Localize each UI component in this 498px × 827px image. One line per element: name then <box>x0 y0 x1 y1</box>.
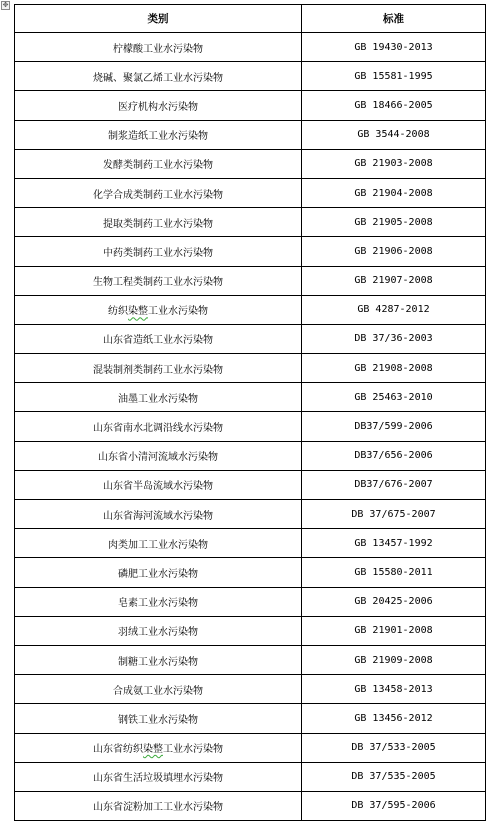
table-row <box>15 441 486 470</box>
standard-cell[interactable]: DB 37/533-2005 <box>302 733 486 762</box>
category-cell[interactable]: 山东省海河流域水污染物 <box>15 500 302 529</box>
spellcheck-underline: 染整 <box>128 306 148 318</box>
table-row <box>15 558 486 587</box>
category-cell[interactable]: 肉类加工工业水污染物 <box>15 529 302 558</box>
standard-cell[interactable]: GB 21908-2008 <box>302 354 486 383</box>
pollutant-standards-table <box>14 4 486 821</box>
category-cell[interactable]: 油墨工业水污染物 <box>15 383 302 412</box>
standard-cell[interactable]: GB 21909-2008 <box>302 645 486 674</box>
standard-cell[interactable]: DB 37/595-2006 <box>302 791 486 820</box>
standard-cell[interactable]: DB 37/36-2003 <box>302 324 486 353</box>
standard-cell[interactable]: DB37/676-2007 <box>302 470 486 499</box>
table-row <box>15 324 486 353</box>
category-cell[interactable]: 混装制剂类制药工业水污染物 <box>15 354 302 383</box>
standard-cell[interactable]: GB 13457-1992 <box>302 529 486 558</box>
category-cell[interactable]: 化学合成类制药工业水污染物 <box>15 178 302 207</box>
category-cell[interactable]: 山东省南水北调沿线水污染物 <box>15 412 302 441</box>
table-row <box>15 500 486 529</box>
header-category: 类别 <box>15 5 302 33</box>
table-row <box>15 149 486 178</box>
standard-cell[interactable]: GB 21907-2008 <box>302 266 486 295</box>
standard-cell[interactable]: DB 37/675-2007 <box>302 500 486 529</box>
category-cell[interactable]: 磷肥工业水污染物 <box>15 558 302 587</box>
standard-cell[interactable]: GB 21903-2008 <box>302 149 486 178</box>
standard-cell[interactable]: DB37/656-2006 <box>302 441 486 470</box>
table-header-row <box>15 5 486 33</box>
table-row <box>15 470 486 499</box>
category-cell[interactable]: 中药类制药工业水污染物 <box>15 237 302 266</box>
table-move-handle-icon[interactable]: ✥ <box>2 1 9 9</box>
standard-cell[interactable]: DB 37/535-2005 <box>302 762 486 791</box>
category-cell[interactable]: 烧碱、聚氯乙烯工业水污染物 <box>15 62 302 91</box>
table-row <box>15 704 486 733</box>
standard-cell[interactable]: GB 15580-2011 <box>302 558 486 587</box>
header-standard: 标准 <box>302 5 486 33</box>
table-row <box>15 295 486 324</box>
standard-cell[interactable]: GB 25463-2010 <box>302 383 486 412</box>
category-cell[interactable]: 山东省造纸工业水污染物 <box>15 324 302 353</box>
category-cell[interactable]: 钢铁工业水污染物 <box>15 704 302 733</box>
standard-cell[interactable]: GB 21904-2008 <box>302 178 486 207</box>
table-row <box>15 587 486 616</box>
category-cell[interactable]: 提取类制药工业水污染物 <box>15 208 302 237</box>
table-row <box>15 791 486 820</box>
category-cell[interactable]: 柠檬酸工业水污染物 <box>15 33 302 62</box>
standard-cell[interactable]: GB 4287-2012 <box>302 295 486 324</box>
standard-cell[interactable]: GB 3544-2008 <box>302 120 486 149</box>
table-row <box>15 529 486 558</box>
table-row <box>15 62 486 91</box>
table-row <box>15 412 486 441</box>
category-cell[interactable]: 发酵类制药工业水污染物 <box>15 149 302 178</box>
table-row <box>15 178 486 207</box>
standard-cell[interactable]: GB 19430-2013 <box>302 33 486 62</box>
table-row <box>15 383 486 412</box>
category-cell[interactable]: 制浆造纸工业水污染物 <box>15 120 302 149</box>
standard-cell[interactable]: GB 21906-2008 <box>302 237 486 266</box>
table-row <box>15 675 486 704</box>
category-cell[interactable]: 山东省半岛流域水污染物 <box>15 470 302 499</box>
standard-cell[interactable]: GB 21905-2008 <box>302 208 486 237</box>
table-row <box>15 762 486 791</box>
table-row <box>15 616 486 645</box>
table-row <box>15 91 486 120</box>
category-cell[interactable]: 生物工程类制药工业水污染物 <box>15 266 302 295</box>
table-row <box>15 33 486 62</box>
standard-cell[interactable]: GB 15581-1995 <box>302 62 486 91</box>
table-row <box>15 120 486 149</box>
category-cell[interactable]: 制糖工业水污染物 <box>15 645 302 674</box>
standard-cell[interactable]: DB37/599-2006 <box>302 412 486 441</box>
category-cell[interactable]: 山东省小清河流域水污染物 <box>15 441 302 470</box>
category-cell[interactable]: 山东省淀粉加工工业水污染物 <box>15 791 302 820</box>
category-cell[interactable]: 合成氨工业水污染物 <box>15 675 302 704</box>
spellcheck-underline: 染整 <box>143 744 163 756</box>
table-row <box>15 266 486 295</box>
category-cell[interactable]: 山东省生活垃圾填埋水污染物 <box>15 762 302 791</box>
table-row <box>15 645 486 674</box>
category-cell[interactable]: 山东省纺织染整工业水污染物 <box>15 733 302 762</box>
standard-cell[interactable]: GB 13456-2012 <box>302 704 486 733</box>
table-body <box>15 33 486 821</box>
table-row <box>15 208 486 237</box>
table-row <box>15 237 486 266</box>
table-row <box>15 733 486 762</box>
category-cell[interactable]: 皂素工业水污染物 <box>15 587 302 616</box>
standard-cell[interactable]: GB 18466-2005 <box>302 91 486 120</box>
standard-cell[interactable]: GB 21901-2008 <box>302 616 486 645</box>
category-cell[interactable]: 纺织染整工业水污染物 <box>15 295 302 324</box>
category-cell[interactable]: 羽绒工业水污染物 <box>15 616 302 645</box>
table-row <box>15 354 486 383</box>
standard-cell[interactable]: GB 13458-2013 <box>302 675 486 704</box>
standard-cell[interactable]: GB 20425-2006 <box>302 587 486 616</box>
category-cell[interactable]: 医疗机构水污染物 <box>15 91 302 120</box>
